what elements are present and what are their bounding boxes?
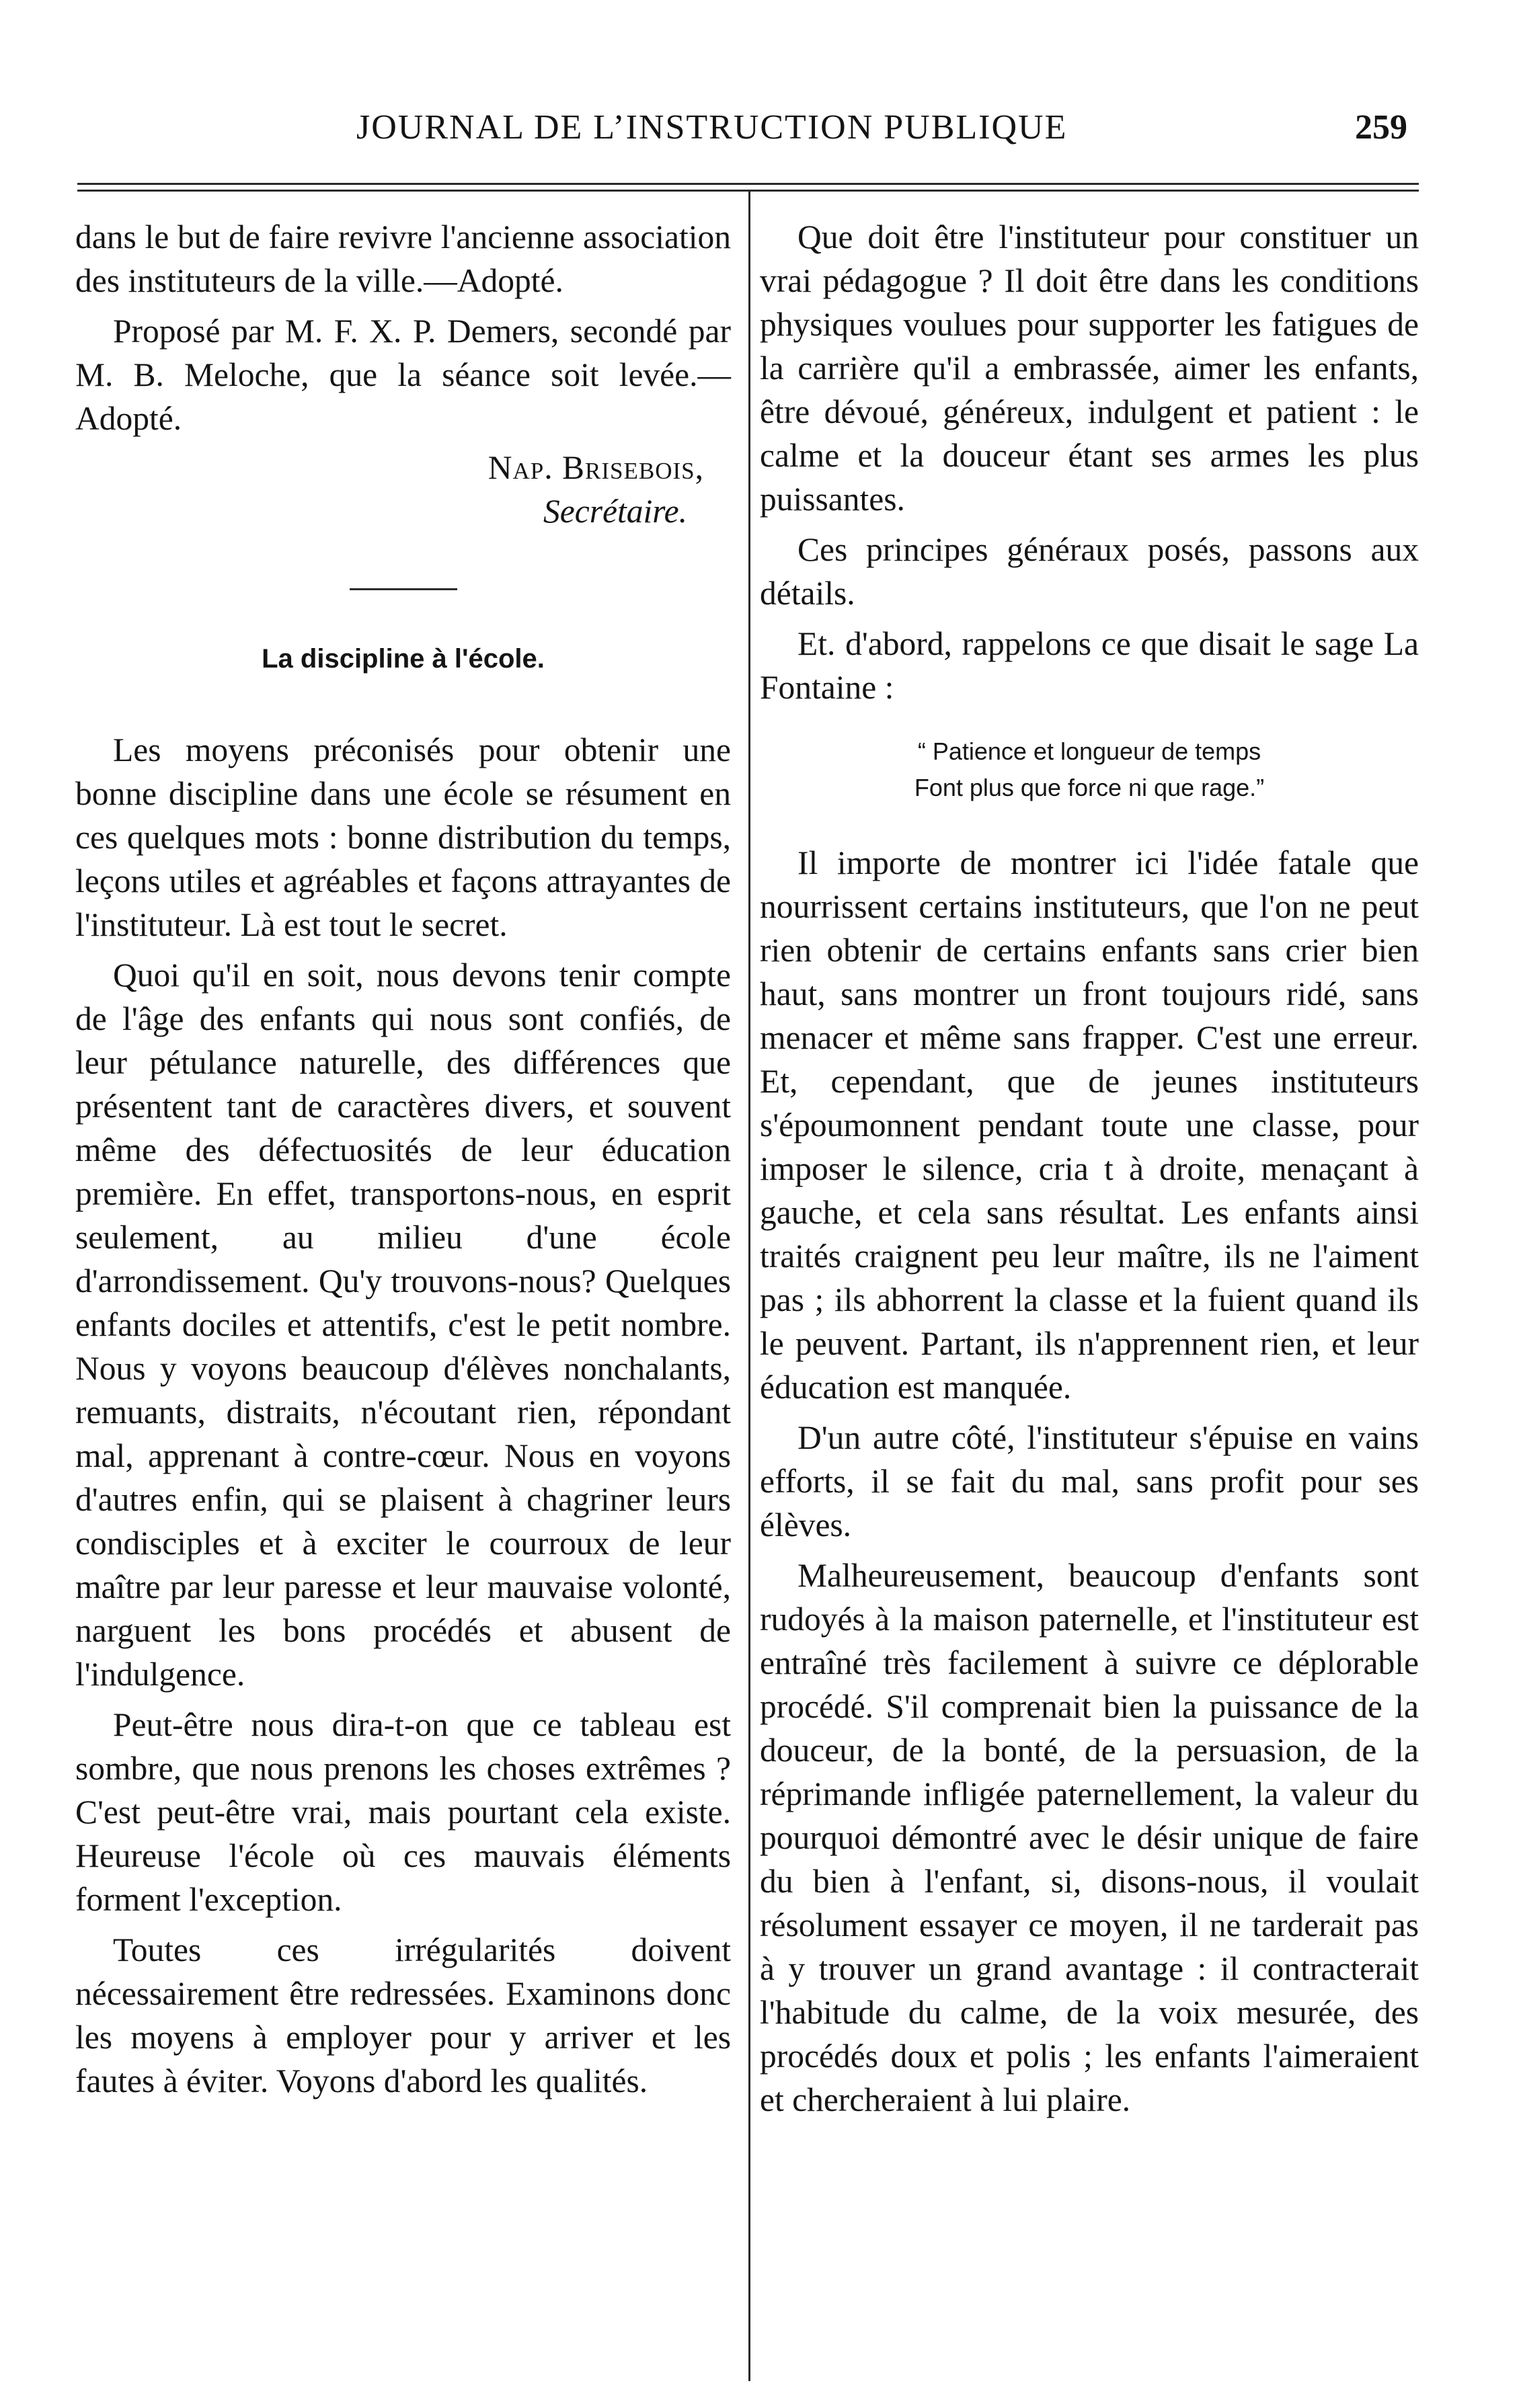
paragraph: dans le but de faire revivre l'ancienne association des instituteurs de la ville.—Adopté.: [75, 218, 731, 299]
verse-quote: [760, 733, 1419, 806]
column-divider: [748, 190, 750, 2381]
quote-line: “ Patience et longueur de temps: [917, 737, 1261, 765]
section-heading: La discipline à l'école.: [262, 644, 545, 674]
paragraph: Et. d'abord, rappelons ce que disait le sage La Fontaine :: [760, 625, 1419, 706]
signature-title: Secrétaire.: [543, 493, 687, 530]
signature: [75, 446, 731, 533]
paragraph: D'un autre côté, l'instituteur s'épuise en vains efforts, il se fait du mal, sans profit pour ses élèves.: [760, 1419, 1419, 1543]
left-column: [75, 215, 731, 2103]
paragraph: Quoi qu'il en soit, nous devons tenir compte de l'âge des enfants qui nous sont confiés, de leur pétulance naturelle, des différences que présentent tant de caractères divers, et souvent même des défectuosités de leur éducation première. En effet, transportons-nous, en esprit seulement, au milieu d'une école d'arrondissement. Qu'y trouvons-nous? Quelques enfants dociles et attentifs, c'est le petit nombre. Nous y voyons beaucoup d'élèves nonchalants, remuants, distraits, n'écoutant rien, répondant mal, apprenant à contre-cœur. Nous en voyons d'autres enfin, qui se plaisent à chagriner leurs condisciples et à exciter le courroux de leur maître par leur paresse et leur mauvaise volonté, narguent les bons procédés et abusent de l'indulgence.: [75, 957, 731, 1693]
paragraph: Toutes ces irrégularités doivent nécessairement être redressées. Examinons donc les moyens à employer pour y arriver et les fautes à éviter. Voyons d'abord les qualités.: [75, 1931, 731, 2099]
header-rule-top: [77, 183, 1419, 185]
paragraph: Ces principes généraux posés, passons aux détails.: [760, 531, 1419, 612]
right-column: [760, 215, 1419, 2122]
page-number: 259: [1355, 108, 1407, 147]
page-header: [0, 108, 1519, 161]
paragraph: Proposé par M. F. X. P. Demers, secondé par M. B. Meloche, que la séance soit levée.—Adopté.: [75, 313, 731, 437]
quote-line: Font plus que force ni que rage.”: [914, 774, 1265, 801]
paragraph: Peut-être nous dira-t-on que ce tableau est sombre, que nous prenons les choses extrêmes ? C'est peut-être vrai, mais pourtant cela existe. Heureuse l'école où ces mauvais éléments forment l'exception.: [75, 1706, 731, 1918]
paragraph: Il importe de montrer ici l'idée fatale que nourrissent certains instituteurs, que l'on ne peut rien obtenir de certains enfants sans crier bien haut, sans montrer un front toujours ridé, sans menacer et même sans frapper. C'est une erreur. Et, cependant, que de jeunes instituteurs s'époumonnent pendant toute une classe, pour imposer le silence, cria t à droite, menaçant à gauche, et cela sans résultat. Les enfants ainsi traités craignent peu leur maître, ils ne l'aiment pas ; ils abhorrent la classe et la fuient quand ils le peuvent. Partant, ils n'apprennent rien, et leur éducation est manquée.: [760, 844, 1419, 1406]
paragraph: Les moyens préconisés pour obtenir une bonne discipline dans une école se résument en ces quelques mots : bonne distribution du temps, leçons utiles et agréables et façons attrayantes de l'instituteur. Là est tout le secret.: [75, 731, 731, 943]
running-title: JOURNAL DE L’INSTRUCTION PUBLIQUE: [356, 108, 1068, 147]
section-separator: [350, 588, 457, 590]
signature-name: Nap. Brisebois,: [488, 449, 704, 486]
paragraph: Malheureusement, beaucoup d'enfants sont rudoyés à la maison paternelle, et l'instituteur est entraîné très facilement à suivre ce déplorable procédé. S'il comprenait bien la puissance de la douceur, de la bonté, de la persuasion, de la réprimande infligée paternellement, la valeur du pourquoi démontré avec le désir unique de faire du bien à l'enfant, si, disons-nous, il voulait résolument essayer ce moyen, il ne tarderait pas à y trouver un grand avantage : il contracterait l'habitude du calme, de la voix mesurée, des procédés doux et polis ; les enfants l'aimeraient et chercheraient à lui plaire.: [760, 1557, 1419, 2118]
paragraph: Que doit être l'instituteur pour constituer un vrai pédagogue ? Il doit être dans les conditions physiques voulues pour supporter les fatigues de la carrière qu'il a embrassée, aimer les enfants, être dévoué, généreux, indulgent et patient : le calme et la douceur étant ses armes les plus puissantes.: [760, 218, 1419, 518]
